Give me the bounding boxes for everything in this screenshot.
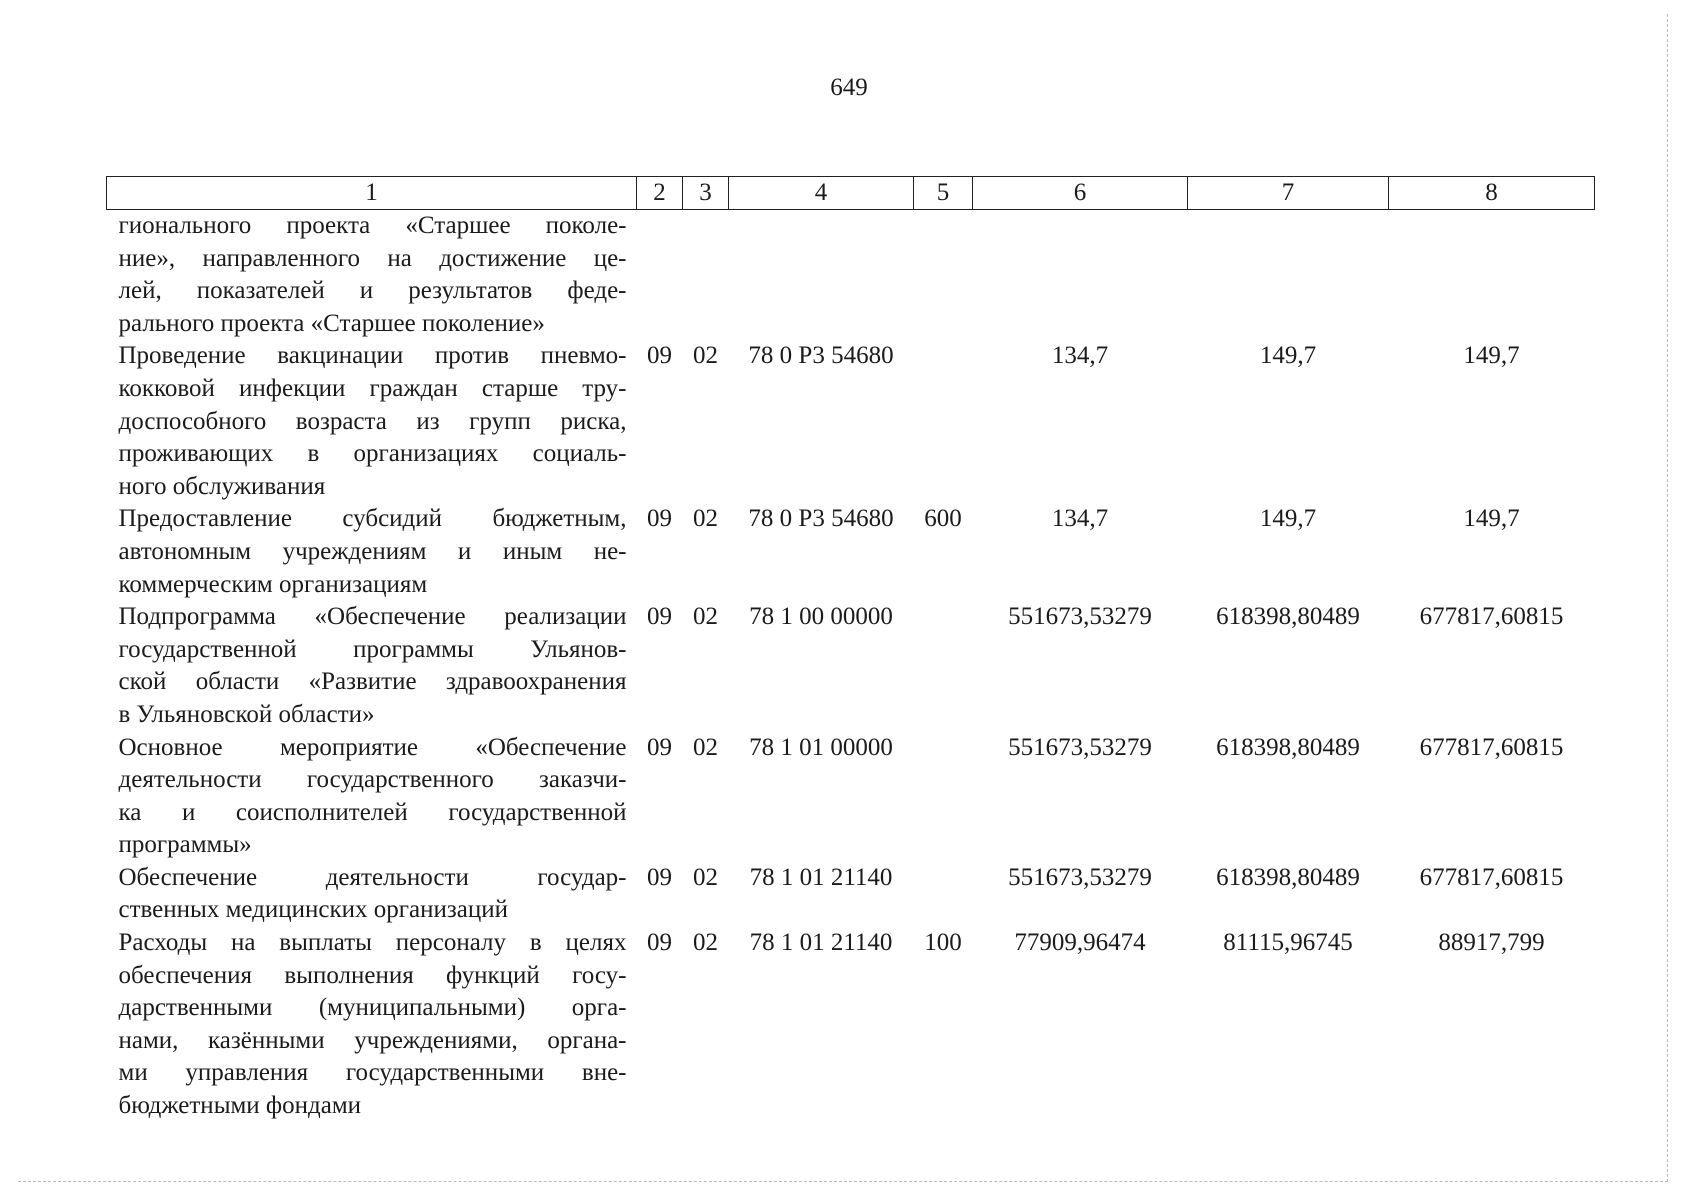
amount-col7: 618398,80489	[1216, 733, 1360, 761]
target-article-code	[729, 210, 914, 341]
column-header: 5	[914, 177, 973, 210]
table-body	[107, 210, 1595, 1123]
description-line: Основное мероприятие «Обеспечение	[118, 733, 627, 761]
column-header: 7	[1188, 177, 1389, 210]
expense-type-code	[914, 862, 973, 927]
amount-col7	[1188, 210, 1389, 341]
description-line: Подпрограмма «Обеспечение реализации	[118, 603, 627, 631]
description-line: гионального проекта «Старшее поколе-	[118, 212, 627, 239]
table-row	[107, 503, 1595, 601]
amount-col8: 677817,60815	[1419, 863, 1564, 891]
amount-col6	[973, 210, 1188, 341]
amount-col6: 134,7	[1051, 342, 1109, 370]
expense-type-code	[914, 210, 973, 341]
subsection-code: 02	[693, 733, 718, 761]
description-line: Проведение вакцинации против пневмо-	[118, 342, 627, 370]
section-code: 09	[647, 863, 672, 891]
table-row	[107, 601, 1595, 731]
description-line: Расходы на выплаты персоналу в целях	[118, 929, 627, 957]
description-line: ственных медицинских организаций	[118, 896, 508, 924]
column-header: 8	[1389, 177, 1595, 210]
amount-col6: 551673,53279	[1008, 603, 1152, 631]
amount-col7: 149,7	[1259, 505, 1317, 533]
description-line: бюджетными фондами	[118, 1092, 362, 1120]
description-line: дарственными (муниципальными) орга-	[118, 994, 627, 1022]
amount-col7: 149,7	[1259, 342, 1317, 370]
description-line: кокковой инфекции граждан старше тру-	[118, 374, 627, 402]
column-header: 3	[683, 177, 729, 210]
amount-col8: 149,7	[1463, 505, 1520, 533]
section-code: 09	[647, 603, 672, 631]
subsection-code	[683, 210, 729, 341]
amount-col6: 77909,96474	[1014, 929, 1146, 957]
description-line: обеспечения выполнения функций госу-	[118, 961, 627, 989]
table-row	[107, 340, 1595, 503]
description-line: нами, казёнными учреждениями, органа-	[118, 1026, 627, 1054]
section-code: 09	[647, 929, 672, 957]
row-description	[107, 927, 637, 1123]
description-line: ми управления государственными вне-	[118, 1059, 627, 1087]
target-article-code: 78 0 P3 54680	[748, 342, 894, 370]
amount-col8: 88917,799	[1438, 929, 1545, 957]
table-row	[107, 862, 1595, 927]
description-line: деятельности государственного заказчи-	[118, 766, 627, 794]
section-code: 09	[647, 733, 672, 761]
expense-type-code: 600	[924, 505, 962, 533]
table-row	[107, 732, 1595, 862]
section-code: 09	[647, 505, 672, 533]
row-description	[107, 862, 637, 927]
amount-col8: 677817,60815	[1419, 603, 1564, 631]
table-row	[107, 927, 1595, 1123]
description-line: доспособного возраста из групп риска,	[118, 407, 627, 435]
expense-type-code: 100	[924, 929, 962, 957]
description-line: рального проекта «Старшее поколение»	[118, 309, 545, 337]
row-description	[107, 732, 637, 862]
description-line: проживающих в организациях социаль-	[118, 440, 627, 468]
column-header: 1	[107, 177, 637, 210]
table-header-row	[107, 177, 1595, 210]
amount-col6: 551673,53279	[1008, 733, 1152, 761]
budget-table	[106, 176, 1595, 1123]
target-article-code: 78 1 01 00000	[749, 733, 893, 761]
subsection-code: 02	[693, 505, 718, 533]
row-description	[107, 340, 637, 503]
subsection-code: 02	[693, 603, 718, 631]
column-header: 2	[637, 177, 683, 210]
description-line: коммерческим организациям	[118, 570, 428, 598]
target-article-code: 78 1 01 21140	[749, 929, 893, 957]
amount-col6: 551673,53279	[1008, 863, 1152, 891]
description-line: ного обслуживания	[118, 472, 326, 500]
description-line: государственной программы Ульянов-	[118, 635, 627, 663]
amount-col7: 618398,80489	[1216, 603, 1360, 631]
description-line: ние», направленного на достижение це-	[118, 244, 627, 272]
amount-col6: 134,7	[1051, 505, 1109, 533]
target-article-code: 78 1 01 21140	[749, 863, 893, 891]
row-description	[107, 601, 637, 731]
target-article-code: 78 0 P3 54680	[748, 505, 894, 533]
target-article-code: 78 1 00 00000	[749, 603, 893, 631]
subsection-code: 02	[693, 863, 718, 891]
amount-col7: 81115,96745	[1223, 929, 1353, 957]
description-line: лей, показателей и результатов феде-	[118, 277, 627, 305]
expense-type-code	[914, 340, 973, 503]
row-description	[107, 210, 637, 341]
description-line: ка и соисполнителей государственной	[118, 798, 627, 826]
description-line: ской области «Развитие здравоохранения	[118, 668, 627, 696]
amount-col8: 149,7	[1463, 342, 1520, 370]
subsection-code: 02	[693, 929, 718, 957]
column-header: 4	[729, 177, 914, 210]
amount-col7: 618398,80489	[1216, 863, 1360, 891]
description-line: автономным учреждениям и иным не-	[118, 537, 627, 565]
table-row	[107, 210, 1595, 341]
section-code: 09	[647, 342, 672, 370]
description-line: Обеспечение деятельности государ-	[118, 863, 627, 891]
column-header: 6	[973, 177, 1188, 210]
row-description	[107, 503, 637, 601]
amount-col8	[1389, 210, 1595, 341]
subsection-code: 02	[693, 342, 718, 370]
expense-type-code	[914, 601, 973, 731]
description-line: Предоставление субсидий бюджетным,	[118, 505, 627, 533]
description-line: в Ульяновской области»	[118, 700, 375, 728]
expense-type-code	[914, 732, 973, 862]
amount-col8: 677817,60815	[1419, 733, 1564, 761]
page-number: 649	[830, 74, 868, 101]
section-code	[637, 210, 683, 341]
description-line: программы»	[118, 831, 252, 859]
